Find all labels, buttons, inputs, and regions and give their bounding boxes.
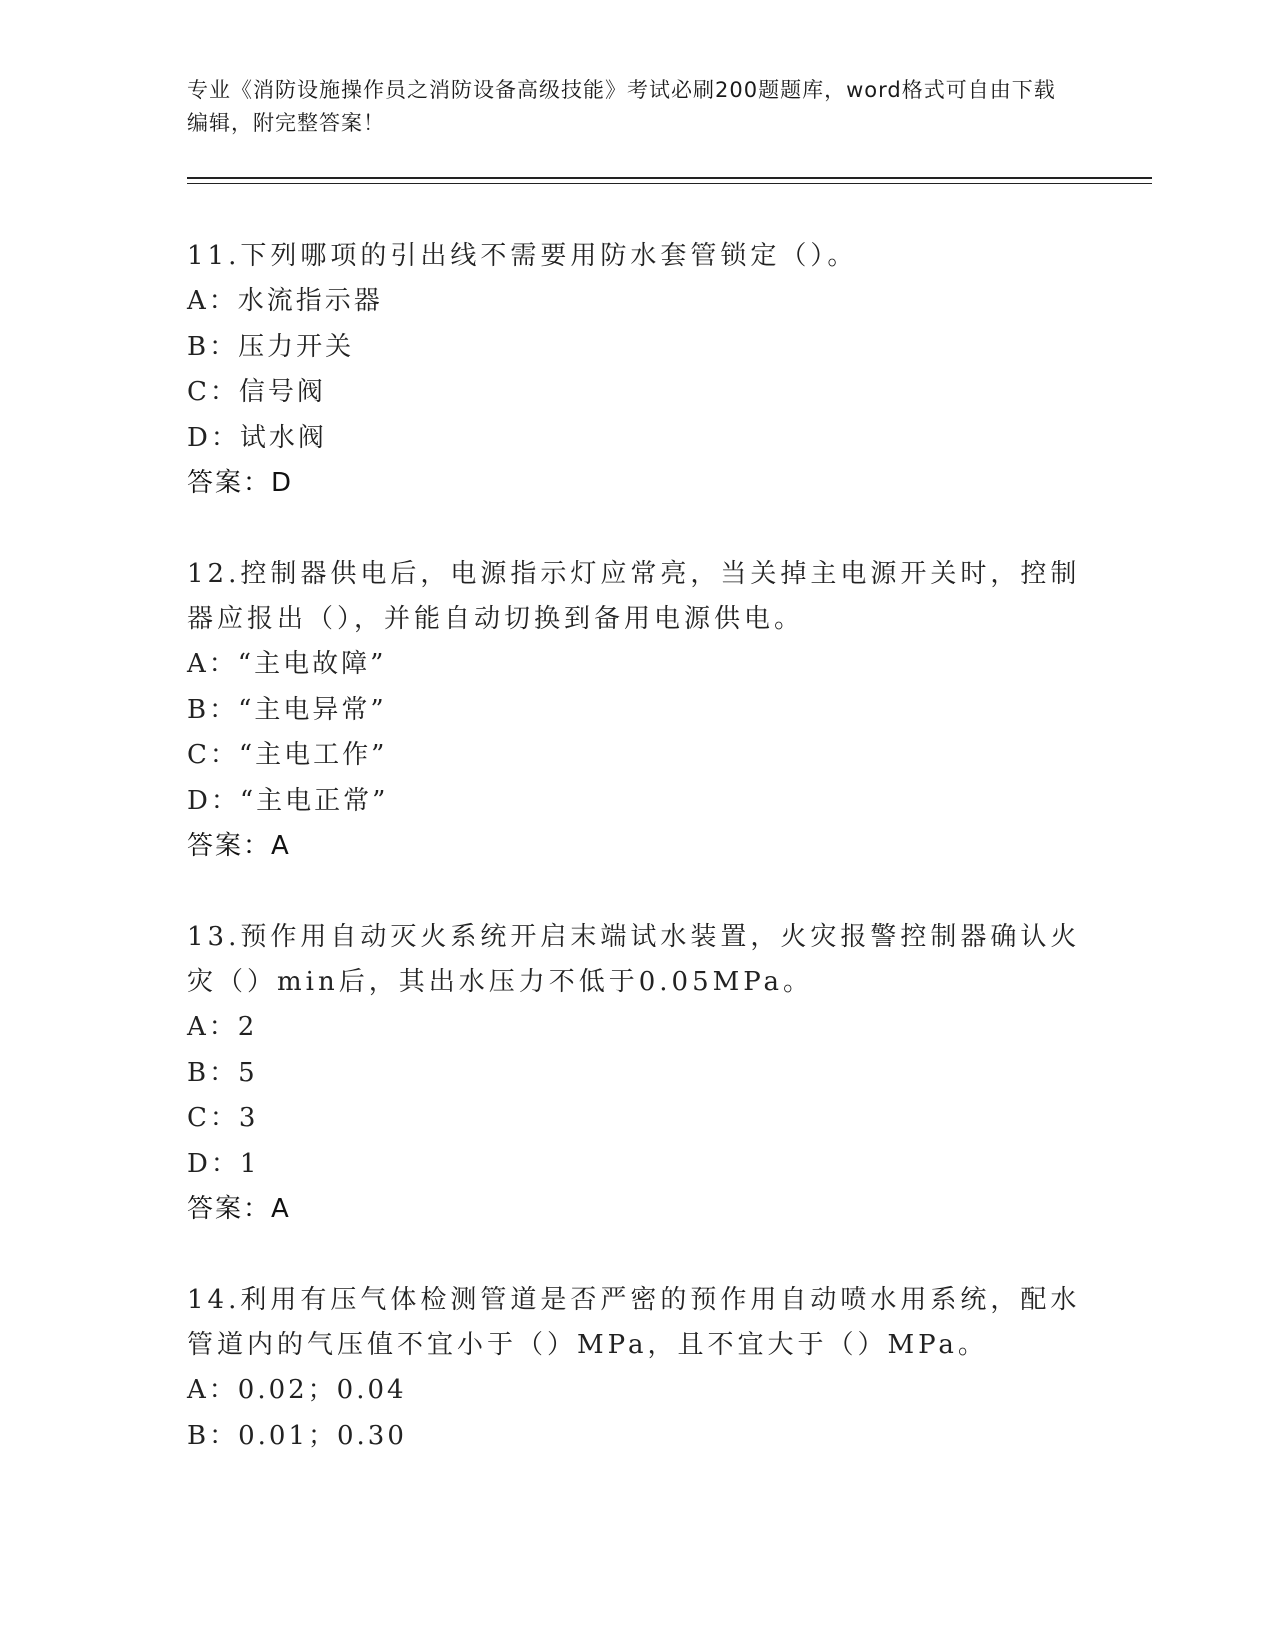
option-b: B：“主电异常” (187, 694, 387, 725)
option-a: A：0.02；0.04 (187, 1375, 407, 1405)
document-header: 专业《消防设施操作员之消防设备高级技能》考试必刷200题题库，word格式可自由下载编辑，附完整答案！ (187, 78, 1056, 135)
question-13 (187, 915, 1087, 1232)
question-text: 14.利用有压气体检测管道是否严密的预作用自动喷水用系统，配水管道内的气压值不宜小于（）MPa，且不宜大于（）MPa。 (187, 1285, 1081, 1360)
answer: 答案：A (187, 831, 291, 861)
option-c: C：信号阀 (187, 377, 326, 407)
option-a: A：2 (187, 1012, 258, 1042)
option-c: C：3 (187, 1103, 259, 1133)
question-12 (187, 552, 1087, 869)
option-d: D：试水阀 (187, 422, 327, 453)
option-a: A：水流指示器 (187, 286, 383, 316)
option-d: D：“主电正常” (187, 785, 389, 816)
header-divider-thin (187, 183, 1152, 184)
question-text: 11.下列哪项的引出线不需要用防水套管锁定（）。 (187, 241, 858, 271)
question-list (187, 234, 1087, 1505)
option-d: D：1 (187, 1148, 260, 1179)
option-b: B：5 (187, 1057, 258, 1088)
option-c: C：“主电工作” (187, 740, 388, 770)
answer: 答案：D (187, 468, 294, 498)
question-14 (187, 1278, 1087, 1459)
question-text: 13.预作用自动灭火系统开启末端试水装置，火灾报警控制器确认火灾（）min后，其出水压力不低于0.05MPa。 (187, 922, 1081, 997)
option-b: B：压力开关 (187, 331, 355, 362)
question-11 (187, 234, 1087, 506)
question-text: 12.控制器供电后，电源指示灯应常亮，当关掉主电源开关时，控制器应报出（），并能自动切换到备用电源供电。 (187, 559, 1081, 634)
header-divider-thick (187, 177, 1152, 179)
answer: 答案：A (187, 1194, 291, 1224)
option-a: A：“主电故障” (187, 649, 387, 679)
option-b: B：0.01；0.30 (187, 1420, 407, 1451)
